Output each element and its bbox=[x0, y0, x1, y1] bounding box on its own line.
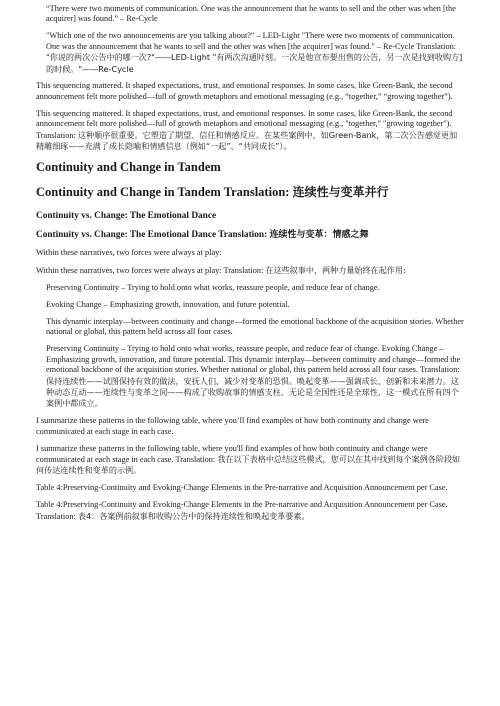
forces-intro-translated-zh: 在这些叙事中，两种力量始终在起作用: bbox=[265, 265, 406, 276]
item-preserving-continuity: Preserving Continuity – Trying to hold onto what works, reassure people, and reduce fear of change. bbox=[46, 283, 380, 293]
quote-recycle-translated-en: "Which one of the two announcements are you talking about?" – LED-Light "There were two moments of communication. One was the announcement that he wants to sell and the other was when [the acquirer] was found." – Re-Cycle Translation: bbox=[46, 31, 457, 51]
table-caption-translated bbox=[36, 500, 464, 522]
forces-intro-translated bbox=[36, 265, 464, 276]
forces-intro: Within these narratives, two forces were always at play: bbox=[36, 248, 222, 258]
summary-paragraph: I summarize these patterns in the following table, where you’ll find examples of how both continuity and change were communicated at each stage in each case. bbox=[36, 416, 429, 436]
quote-recycle: “There were two moments of communication. One was the announcement that he wants to sell and the other was when [the acquirer] was found.” – Re-Cycle bbox=[46, 4, 456, 24]
item-dynamic-interplay: This dynamic interplay—between continuity and change—formed the emotional backbone of the acquisition stories. Whether national or global, this pattern held across all four cases. bbox=[46, 317, 464, 337]
items-translated-en: Preserving Continuity – Trying to hold onto what works, reassure people, and reduce fear of change. Evoking Change – Emphasizing growth, innovation, and future potential. This dynamic interplay—between continuity and change—formed the emotional backbone of the acquisition stories. Whether national or global, this pattern held across all four cases. Translation: bbox=[46, 344, 461, 375]
subsection-heading-translated bbox=[36, 229, 464, 241]
table-caption: Table 4:Preserving-Continuity and Evoking-Change Elements in the Pre-narrative and Acquisition Announcement per Case. bbox=[36, 483, 448, 493]
subsection-heading-translated-en: Continuity vs. Change: The Emotional Dance Translation: bbox=[36, 230, 270, 241]
sequencing-paragraph-translated-en: This sequencing mattered. It shaped expectations, trust, and emotional responses. In some cases, like Green-Bank, the second announcement felt more polished—full of growth metaphors and emotional messaging (e.g., "together," "growing together"). Translation: bbox=[36, 108, 453, 140]
items-translated bbox=[46, 344, 464, 409]
table-caption-translated-en: Table 4:Preserving-Continuity and Evoking-Change Elements in the Pre-narrative and Acquisition Announcement per Case. Translation: bbox=[36, 500, 448, 521]
table-caption-translated-zh: 表4：各案例前叙事和收购公告中的保持连续性和唤起变革要素。 bbox=[77, 510, 310, 521]
sequencing-paragraph: This sequencing mattered. It shaped expectations, trust, and emotional responses. In some cases, like Green-Bank, the second announcement felt more polished—full of growth metaphors and emotional messaging (e.g., “together,” “growing together”). bbox=[36, 81, 453, 101]
quote-recycle-translated bbox=[46, 31, 464, 75]
section-heading-translated-en: Continuity and Change in Tandem Translation: bbox=[36, 185, 293, 200]
section-heading-translated bbox=[36, 185, 464, 200]
forces-intro-translated-en: Within these narratives, two forces were always at play: Translation: bbox=[36, 266, 266, 276]
subsection-heading-translated-zh: 连续性与变革：情感之舞 bbox=[269, 230, 369, 241]
section-heading: Continuity and Change in Tandem bbox=[36, 160, 221, 175]
summary-paragraph-translated-zh: 我在以下表格中总结这些模式，您可以在其中找到每个案例各阶段如何传达连续性和变革的示例。 bbox=[36, 453, 461, 476]
summary-paragraph-translated-en: I summarize these patterns in the following table, where you'll find examples of how both continuity and change were communicated at each stage in each case. Translation: bbox=[36, 443, 428, 464]
sequencing-paragraph-translated bbox=[36, 109, 464, 153]
subsection-heading: Continuity vs. Change: The Emotional Dance bbox=[36, 211, 217, 222]
items-translated-zh: 保持连续性——试图保持有效的做法，安抚人们，减少对变革的恐惧。唤起变革——强调成长、创新和未来潜力。这种动态互动——连续性与变革之间——构成了收购故事的情感支柱。无论是全国性还是全球性，这一模式在所有四个案例中都成立。 bbox=[46, 375, 459, 409]
summary-paragraph-translated bbox=[36, 444, 464, 477]
section-heading-translated-zh: 连续性与变革并行 bbox=[292, 185, 389, 200]
item-evoking-change: Evoking Change – Emphasizing growth, innovation, and future potential. bbox=[46, 300, 290, 310]
quote-recycle-translated-zh: "你说的两次公告中的哪一次?"——LED-Light "有两次沟通时刻。一次是他宣布要出售的公告，另一次是找到收购方]的时候。"——Re-Cycle bbox=[46, 52, 463, 74]
sequencing-paragraph-translated-zh: 这种顺序很重要。它塑造了期望、信任和情感反应。在某些案例中，如Green-Bank，第二次公告感觉更加精雕细琢——充满了成长隐喻和情感信息（例如“一起”、“共同成长”）。 bbox=[36, 129, 458, 151]
